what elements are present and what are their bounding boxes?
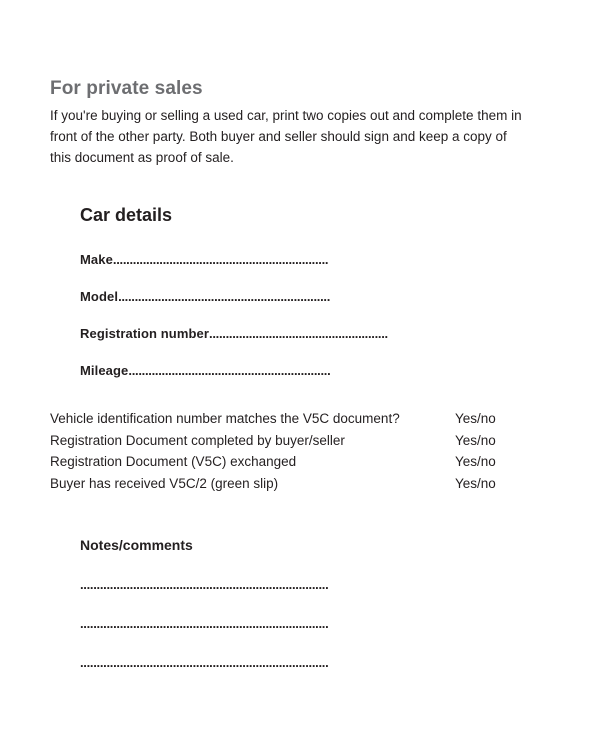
question-text-v5c-exchanged: Registration Document (V5C) exchanged: [50, 454, 297, 470]
question-text-vin-matches: Vehicle identification number matches the V5C document?: [50, 410, 400, 426]
field-label-registration-number: Registration number: [80, 325, 210, 341]
question-row-vin-matches: [50, 408, 550, 430]
question-answer-v5c-exchanged[interactable]: Yes/no: [455, 454, 496, 470]
question-text-registration-completed: Registration Document completed by buyer/seller: [50, 432, 345, 448]
field-row-mileage: [80, 363, 550, 378]
field-row-make: [80, 252, 550, 267]
field-dots-model[interactable]: ................................................................: [118, 288, 331, 304]
question-row-v5c-exchanged: [50, 451, 550, 473]
field-dots-make[interactable]: .................................................................: [112, 251, 329, 267]
question-answer-green-slip[interactable]: Yes/no: [455, 476, 496, 492]
notes-title: Notes/comments: [80, 537, 193, 554]
page-title: For private sales: [50, 78, 203, 99]
question-row-registration-completed: [50, 430, 550, 452]
notes-lines: [80, 577, 550, 670]
field-row-registration-number: [80, 326, 550, 341]
field-row-model: [80, 289, 550, 304]
field-dots-registration-number[interactable]: ......................................................: [209, 325, 388, 341]
car-details-fields: [80, 252, 550, 378]
question-answer-vin-matches[interactable]: Yes/no: [455, 410, 496, 426]
section-title-car-details: Car details: [80, 204, 173, 225]
field-label-make: Make: [80, 251, 113, 267]
notes-line-2[interactable]: ...........................................................................: [80, 616, 329, 632]
question-answer-registration-completed[interactable]: Yes/no: [455, 432, 496, 448]
question-row-green-slip: [50, 473, 550, 495]
field-label-mileage: Mileage: [80, 362, 129, 378]
notes-line-3[interactable]: ...........................................................................: [80, 655, 329, 671]
question-text-green-slip: Buyer has received V5C/2 (green slip): [50, 476, 279, 492]
field-label-model: Model: [80, 288, 119, 304]
checklist-questions: [50, 408, 550, 495]
intro-paragraph: If you're buying or selling a used car, print two copies out and complete them in front of the other party. Both buyer and seller should sign and keep a copy of this document as proof of sale.: [50, 108, 522, 165]
notes-line-1[interactable]: ...........................................................................: [80, 577, 329, 593]
field-dots-mileage[interactable]: .............................................................: [128, 362, 331, 378]
